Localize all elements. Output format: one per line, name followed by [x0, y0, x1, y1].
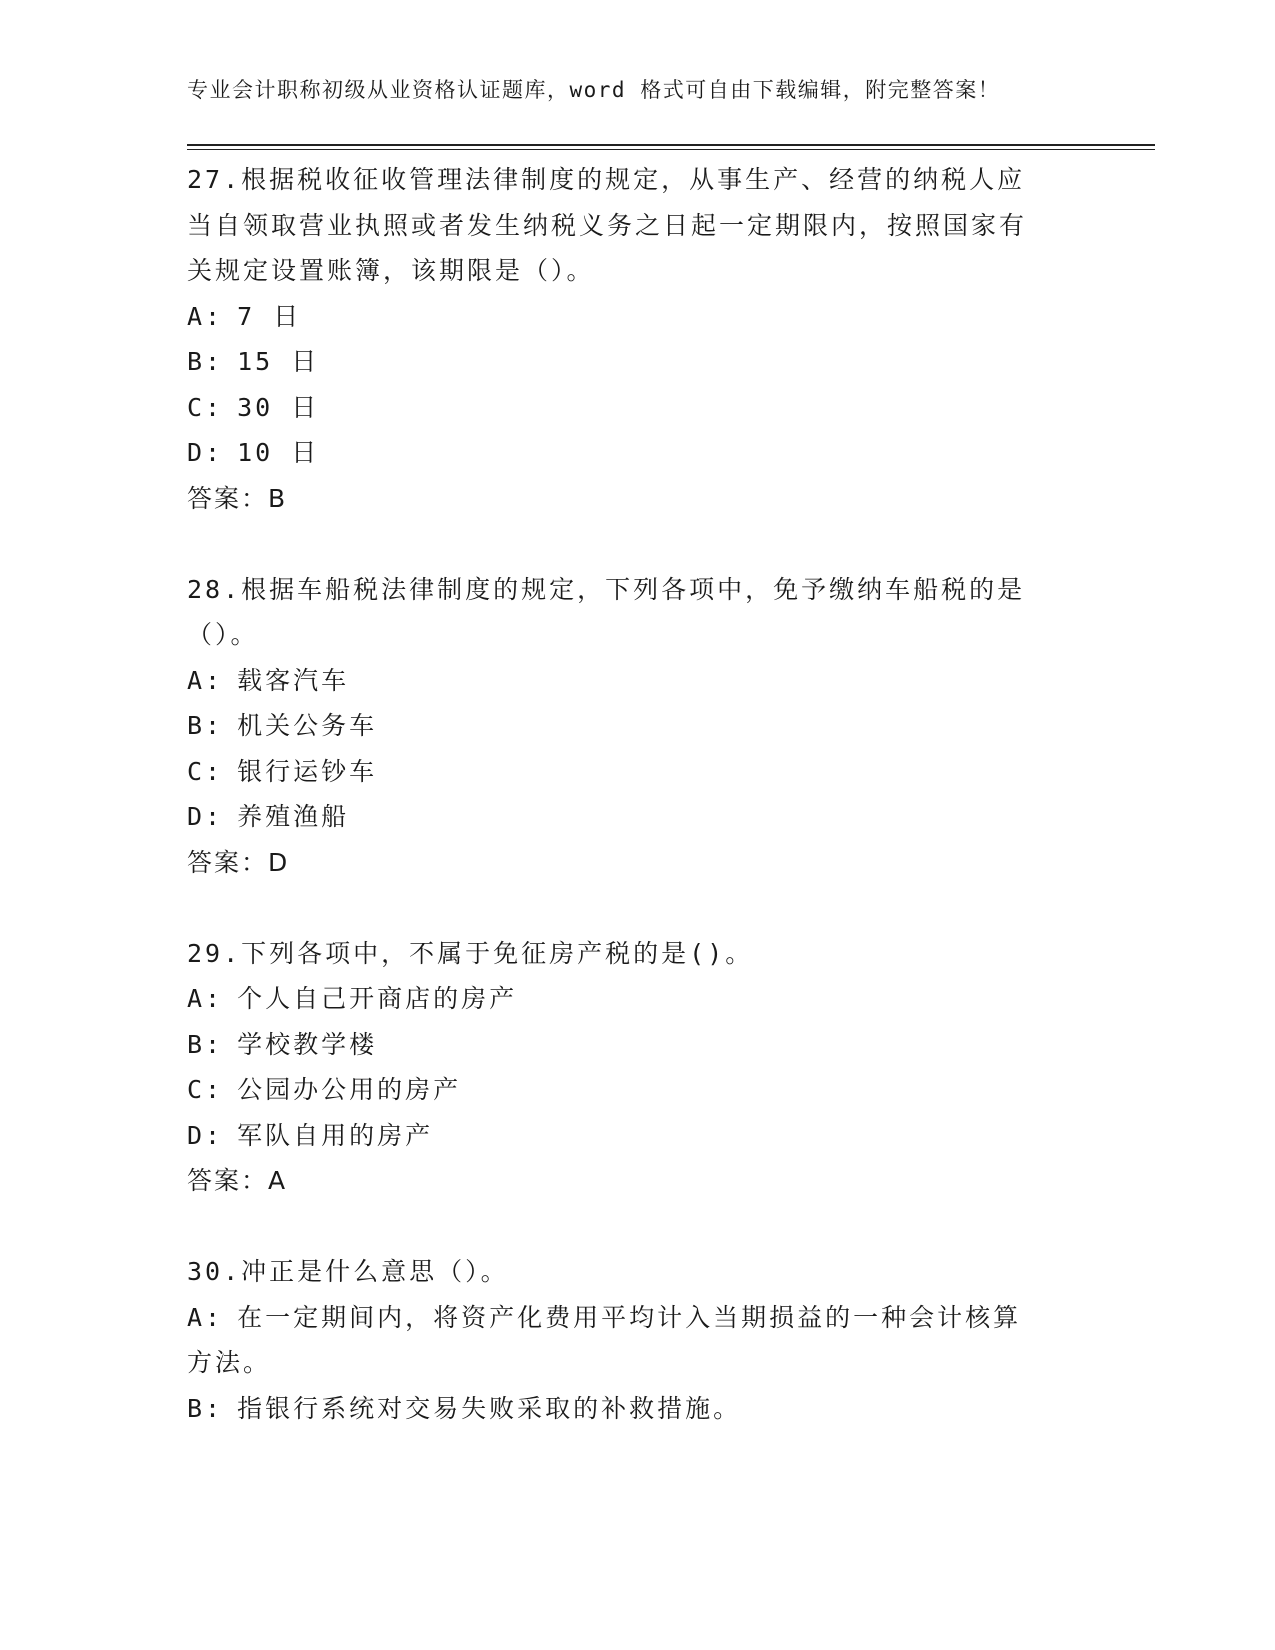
- page-header: 专业会计职称初级从业资格认证题库，word 格式可自由下载编辑，附完整答案！: [187, 78, 1001, 102]
- option-c: [187, 749, 1087, 795]
- option-text: 7 日: [237, 301, 302, 331]
- option-a: [187, 1295, 1047, 1386]
- option-text: 30 日: [237, 392, 320, 422]
- option-key: B:: [187, 711, 224, 740]
- header-rule-thin: [187, 149, 1155, 150]
- option-b: [187, 703, 1087, 749]
- question-30: [187, 1249, 1087, 1431]
- question-29: [187, 931, 1087, 1204]
- option-text: 银行运钞车: [237, 756, 378, 786]
- option-text: 养殖渔船: [237, 802, 350, 831]
- option-c: [187, 1067, 1087, 1113]
- option-key: B:: [187, 347, 224, 376]
- option-d: [187, 794, 1087, 840]
- answer-line: 答案：D: [187, 847, 290, 877]
- spacer: [187, 521, 1087, 567]
- option-c: [187, 385, 1087, 431]
- option-d: [187, 430, 1087, 476]
- answer-line: 答案：B: [187, 483, 288, 513]
- option-b: [187, 1386, 1087, 1432]
- option-a: [187, 976, 1087, 1022]
- option-a: [187, 658, 1087, 704]
- option-text: 个人自己开商店的房产: [237, 984, 518, 1013]
- option-text: 在一定期间内，将资产化费用平均计入当期损益的一种会计核算方法。: [187, 1302, 1022, 1377]
- option-d: [187, 1113, 1087, 1159]
- spacer: [187, 1204, 1087, 1250]
- option-text: 军队自用的房产: [237, 1120, 434, 1150]
- answer-line: 答案：A: [187, 1166, 288, 1195]
- option-text: 机关公务车: [237, 711, 378, 740]
- question-stem: 28.根据车船税法律制度的规定，下列各项中，免予缴纳车船税的是（）。: [187, 574, 1026, 649]
- header-rule-thick: [187, 144, 1155, 146]
- option-key: A:: [187, 984, 224, 1013]
- option-b: [187, 339, 1087, 385]
- spacer: [187, 885, 1087, 931]
- option-text: 载客汽车: [237, 665, 350, 695]
- option-key: C:: [187, 756, 224, 786]
- option-key: B:: [187, 1029, 224, 1059]
- question-stem: 27.根据税收征收管理法律制度的规定，从事生产、经营的纳税人应当自领取营业执照或者发生纳税义务之日起一定期限内，按照国家有关规定设置账簿，该期限是（）。: [187, 165, 1028, 285]
- option-text: 10 日: [237, 438, 320, 467]
- option-key: A:: [187, 301, 224, 331]
- question-28: [187, 567, 1087, 886]
- option-key: A:: [187, 1302, 224, 1332]
- question-list: [187, 157, 1087, 1431]
- option-key: A:: [187, 665, 224, 695]
- option-key: B:: [187, 1393, 224, 1423]
- question-stem: 30.冲正是什么意思（）。: [187, 1257, 509, 1286]
- option-key: D:: [187, 1120, 224, 1150]
- option-key: D:: [187, 802, 224, 831]
- option-key: C:: [187, 392, 224, 422]
- option-text: 公园办公用的房产: [237, 1075, 462, 1104]
- option-text: 指银行系统对交易失败采取的补救措施。: [237, 1393, 742, 1423]
- option-key: C:: [187, 1075, 224, 1104]
- question-27: [187, 157, 1087, 521]
- option-text: 学校教学楼: [237, 1029, 378, 1059]
- option-key: D:: [187, 438, 224, 467]
- option-text: 15 日: [237, 347, 320, 376]
- option-b: [187, 1022, 1087, 1068]
- question-stem: 29.下列各项中，不属于免征房产税的是()。: [187, 938, 754, 968]
- option-a: [187, 294, 1087, 340]
